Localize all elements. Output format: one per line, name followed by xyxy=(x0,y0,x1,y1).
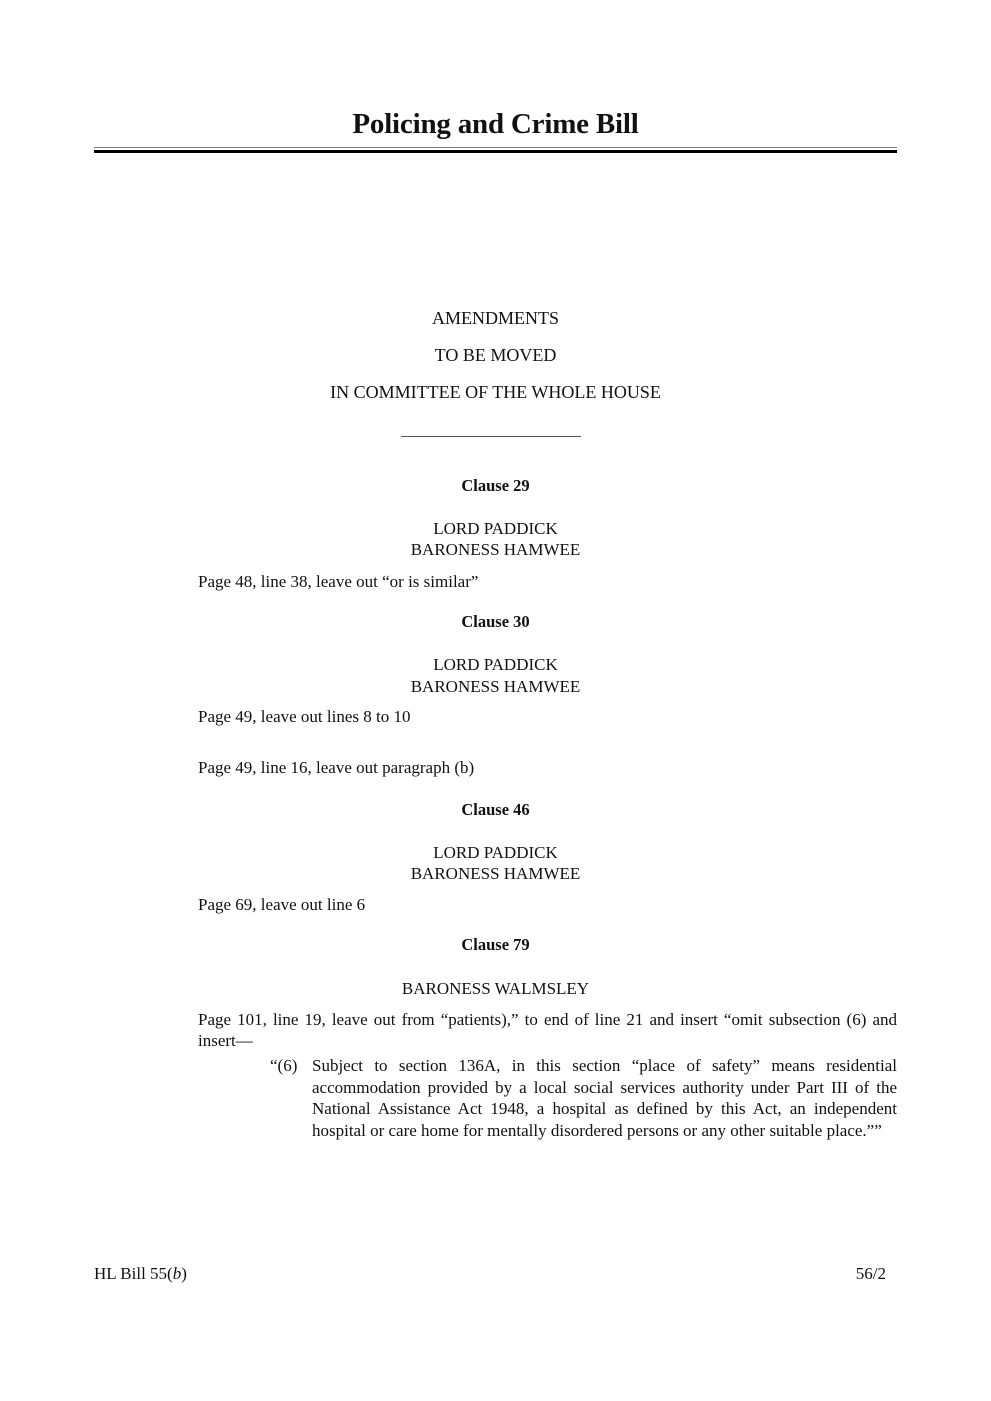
quoted-subsection xyxy=(270,1055,897,1141)
bill-title: Policing and Crime Bill xyxy=(352,108,639,140)
clause-heading-79: Clause 79 xyxy=(461,935,530,954)
title-rule-thin xyxy=(94,147,897,148)
intro-committee: IN COMMITTEE OF THE WHOLE HOUSE xyxy=(330,382,661,402)
amendment-text: Page 49, line 16, leave out paragraph (b) xyxy=(198,758,475,777)
bill-ref-prefix: HL Bill 55( xyxy=(94,1264,173,1283)
amendment-text: Page 48, line 38, leave out “or is similar” xyxy=(198,572,479,591)
sponsor-name: LORD PADDICK xyxy=(433,655,558,674)
bill-reference xyxy=(94,1263,187,1284)
sponsor-name: LORD PADDICK xyxy=(433,519,558,538)
section-divider xyxy=(401,436,581,437)
intro-to-be-moved: TO BE MOVED xyxy=(434,345,557,365)
page-reference: 56/2 xyxy=(855,1264,886,1283)
subsection-number: “(6) xyxy=(270,1056,298,1075)
subsection-text: Subject to section 136A, in this section “place of safety” means residential accommodation provided by a local social services authority under Part III of the National Assistance Act 1948, a hospital as defined by this Act, an independent hospital or care home for mentally disordered persons or any other suitable place.”” xyxy=(312,1056,897,1140)
clause-heading-30: Clause 30 xyxy=(461,612,530,631)
sponsor-name: BARONESS HAMWEE xyxy=(410,864,581,883)
sponsor-name: LORD PADDICK xyxy=(433,843,558,862)
amendment-text: Page 49, leave out lines 8 to 10 xyxy=(198,707,411,726)
sponsor-name: BARONESS WALMSLEY xyxy=(401,979,590,998)
clause-heading-46: Clause 46 xyxy=(461,800,530,819)
bill-ref-italic: b xyxy=(172,1264,182,1283)
sponsor-name: BARONESS HAMWEE xyxy=(410,540,581,559)
sponsor-name: BARONESS HAMWEE xyxy=(410,677,581,696)
amendment-text: Page 69, leave out line 6 xyxy=(198,895,366,914)
amendment-text: Page 101, line 19, leave out from “patients),” to end of line 21 and insert “omit subsection (6) and insert— xyxy=(198,1010,897,1050)
bill-ref-suffix: ) xyxy=(181,1264,187,1283)
title-rule-thick xyxy=(94,150,897,153)
clause-heading-29: Clause 29 xyxy=(461,476,530,495)
intro-amendments: AMENDMENTS xyxy=(431,308,559,328)
